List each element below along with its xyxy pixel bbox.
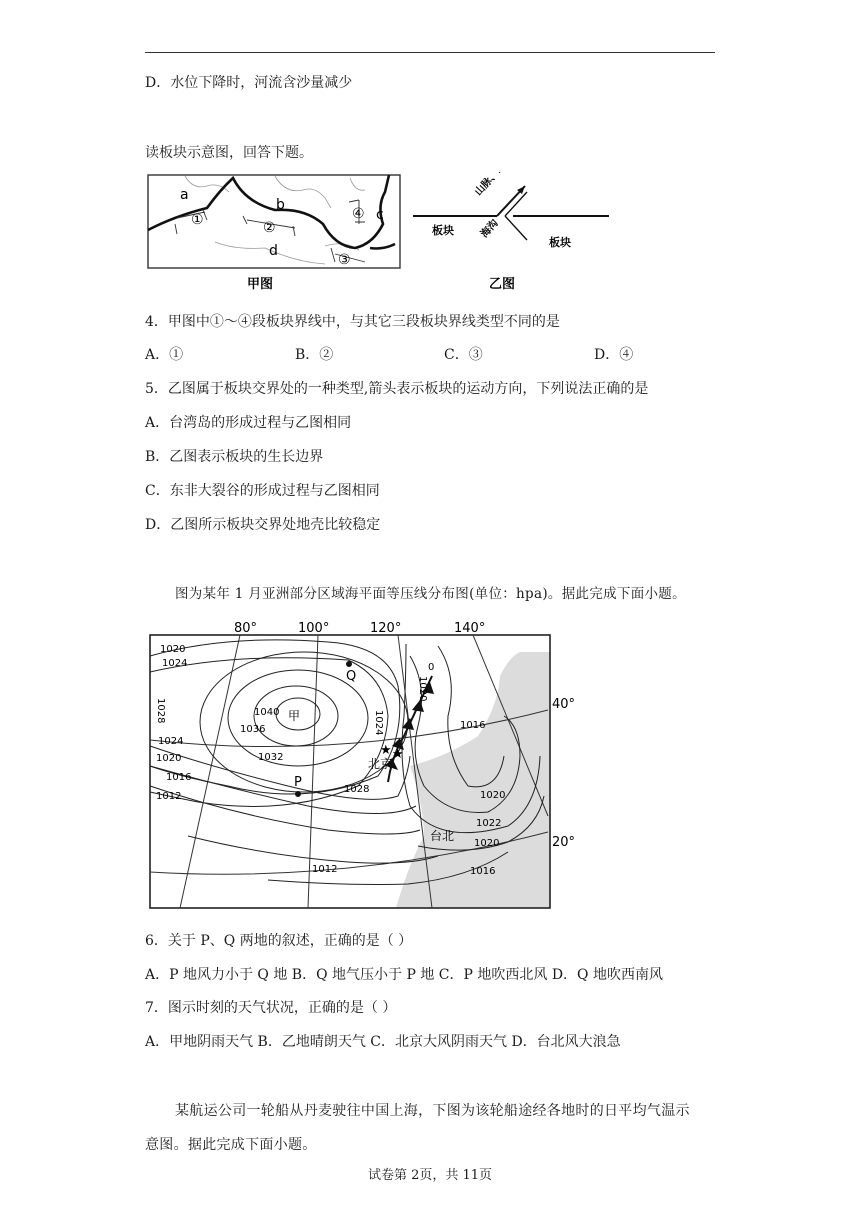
- jia-caption: 甲图: [247, 277, 274, 292]
- q5-option-b[interactable]: B．乙图表示板块的生长边界: [145, 449, 324, 465]
- q5-option-c[interactable]: C．东非大裂谷的形成过程与乙图相同: [145, 483, 380, 499]
- isobar-label: 1020: [480, 790, 506, 801]
- q7-options[interactable]: A．甲地阴雨天气 B．乙地晴朗天气 C．北京大风阴雨天气 D．台北风大浪急: [145, 1034, 621, 1050]
- place-q: Q: [346, 669, 357, 684]
- place-p: P: [294, 775, 302, 790]
- segment-1: ①: [191, 212, 204, 228]
- point-p: [295, 791, 301, 797]
- section3-intro-line2: 意图。据此完成下面小题。: [145, 1137, 317, 1153]
- point-q: [346, 661, 352, 667]
- yi-mountain-label: 山脉、岛: [473, 172, 508, 199]
- q4-stem: 4．甲图中①～④段板块界线中，与其它三段板块界线类型不同的是: [145, 314, 560, 330]
- isobar-label: 1016: [460, 720, 486, 731]
- lat-20: 20°: [552, 835, 576, 850]
- letter-c: c: [376, 207, 384, 223]
- q5-option-a[interactable]: A．台湾岛的形成过程与乙图相同: [145, 415, 352, 431]
- lon-120: 120°: [370, 621, 402, 636]
- page-footer: 试卷第 2页，共 11页: [367, 1168, 493, 1183]
- q7-stem: 7．图示时刻的天气状况，正确的是（ ）: [145, 1000, 397, 1016]
- q4-option-d[interactable]: D．④: [594, 347, 634, 363]
- q4-option-b[interactable]: B．②: [295, 347, 334, 363]
- lon-100: 100°: [298, 621, 330, 636]
- isobar-label: 1024: [162, 658, 188, 669]
- section2-intro: 图为某年 1 月亚洲部分区域海平面等压线分布图(单位：hpa)。据此完成下面小题。: [175, 586, 686, 602]
- lon-140: 140°: [454, 621, 486, 636]
- section3-intro-line1: 某航运公司一轮船从丹麦驶往中国上海，下图为该轮船途经各地时的日平均气温示: [175, 1103, 690, 1119]
- letter-d: d: [269, 243, 278, 259]
- isobar-label: 1032: [258, 752, 284, 763]
- prev-question-option-d: D．水位下降时，河流含沙量减少: [145, 75, 353, 91]
- segment-2: ②: [263, 220, 276, 236]
- isobar-label: 1020: [474, 838, 500, 849]
- isobar-map: [148, 616, 588, 912]
- q4-option-a[interactable]: A．①: [145, 347, 184, 363]
- yi-caption: 乙图: [489, 277, 516, 292]
- isobar-label: 1028: [344, 784, 370, 795]
- header-rule: [145, 52, 715, 53]
- place-beijing: 北京: [368, 757, 393, 771]
- isobar-label: 1022: [476, 818, 502, 829]
- isobar-label: 1016: [470, 866, 496, 877]
- isobar-label: 1020: [417, 676, 428, 702]
- segment-3: ③: [338, 252, 351, 268]
- isobar-label: 1024: [158, 736, 184, 747]
- isobar-map-svg: [148, 616, 588, 912]
- isobar-label: 1012: [312, 864, 338, 875]
- svg-text:★: ★: [392, 747, 404, 762]
- place-taipei: 台北: [430, 829, 455, 843]
- segment-4: ④: [352, 206, 365, 222]
- isobar-label: 0: [428, 662, 435, 673]
- svg-text:★: ★: [380, 743, 392, 758]
- q5-option-d[interactable]: D．乙图所示板块交界处地壳比较稳定: [145, 517, 381, 533]
- plate-figure-svg: [145, 172, 615, 294]
- q6-options[interactable]: A．P 地风力小于 Q 地 B．Q 地气压小于 P 地 C．P 地吹西北风 D．Q 地吹西南风: [145, 967, 663, 983]
- q6-stem: 6．关于 P、Q 两地的叙述，正确的是（ ）: [145, 933, 413, 949]
- isobar-label: 1028: [155, 698, 166, 724]
- lat-40: 40°: [552, 697, 576, 712]
- yi-trench-label: 海沟: [479, 217, 501, 241]
- lon-80: 80°: [234, 621, 258, 636]
- isobar-label: 1016: [166, 772, 192, 783]
- isobar-label: 1036: [240, 724, 266, 735]
- isobar-label: 1040: [254, 707, 280, 718]
- isobar-label: 1012: [156, 791, 182, 802]
- isobar-label: 1024: [373, 710, 384, 736]
- isobar-label: 1020: [156, 753, 182, 764]
- place-jia: 甲: [288, 709, 301, 723]
- yi-plate-left: 板块: [432, 224, 454, 237]
- letter-b: b: [276, 197, 285, 213]
- section1-intro: 读板块示意图，回答下题。: [145, 145, 313, 161]
- isobar-label: 1020: [160, 644, 186, 655]
- plate-figure: [145, 172, 615, 294]
- letter-a: a: [180, 187, 189, 203]
- yi-plate-right: 板块: [549, 236, 571, 249]
- q5-stem: 5．乙图属于板块交界处的一种类型,箭头表示板块的运动方向，下列说法正确的是: [145, 381, 649, 397]
- q4-option-c[interactable]: C．③: [444, 347, 483, 363]
